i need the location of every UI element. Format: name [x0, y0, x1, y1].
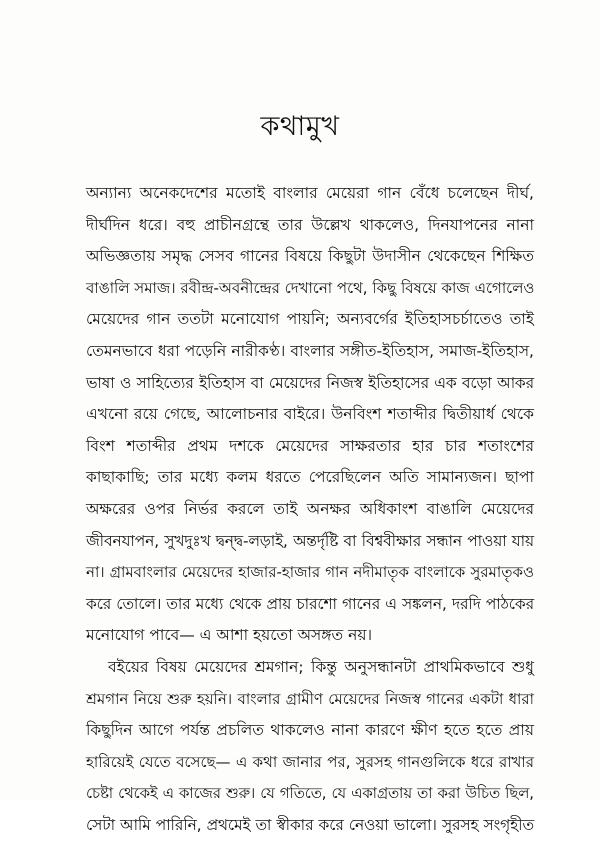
text-line: দীর্ঘদিন ধরে। বহু প্রাচীনগ্রন্থে তার উল্লেখ থাকলেও, দিনযাপনের নানা — [86, 215, 534, 234]
text-line: না। গ্রামবাংলার মেয়েদের হাজার-হাজার গান নদীমাতৃক বাংলাকে সুরমাতৃকও — [86, 563, 534, 582]
paragraph-2 — [86, 652, 534, 841]
text-line: করে তোলে। তার মধ্যে থেকে প্রায় চারশো গানের এ সঙ্কলন, দরদি পাঠকের — [86, 594, 534, 613]
text-line: এখনো রয়ে গেছে, আলোচনার বাইরে। উনবিংশ শতাব্দীর দ্বিতীয়ার্ধ থেকে — [86, 405, 534, 424]
body-text — [86, 178, 534, 841]
paragraph-1 — [86, 178, 534, 652]
text-line: অন্যান্য অনেকদেশের মতোই বাংলার মেয়েরা গান বেঁধে চলেছেন দীর্ঘ, — [86, 184, 534, 202]
text-line: হারিয়েই যেতে বসেছে— এ কথা জানার পর, সুরসহ গানগুলিকে ধরে রাখার — [86, 752, 534, 771]
text-line: অক্ষরের ওপর নির্ভর করলে তাই অনক্ষর অধিকাংশ বাঙালি মেয়েদের — [86, 499, 534, 518]
text-line: তেমনভাবে ধরা পড়েনি নারীকণ্ঠ। বাংলার সঙ্গীত-ইতিহাস, সমাজ-ইতিহাস, — [86, 341, 534, 360]
text-line: ভাষা ও সাহিত্যের ইতিহাস বা মেয়েদের নিজস্ব ইতিহাসের এক বড়ো আকর — [86, 373, 534, 392]
text-line: বিংশ শতাব্দীর প্রথম দশকে মেয়েদের সাক্ষরতার হার চার শতাংশের — [86, 436, 534, 455]
text-line: মনোযোগ পাবে— এ আশা হয়তো অসঙ্গত নয়। — [86, 626, 372, 645]
page-title: কথামুখ — [260, 111, 340, 143]
text-line: মেয়েদের গান ততটা মনোযোগ পায়নি; অন্যবর্গের ইতিহাসচর্চাতেও তাই — [86, 310, 534, 329]
text-line: অভিজ্ঞতায় সমৃদ্ধ সেসব গানের বিষয়ে কিছুটা উদাসীন থেকেছেন শিক্ষিত — [86, 247, 534, 266]
text-line: সেটা আমি পারিনি, প্রথমেই তা স্বীকার করে নেওয়া ভালো। সুরসহ সংগৃহীত — [86, 815, 534, 834]
text-line: শ্রমগান নিয়ে শুরু হয়নি। বাংলার গ্রামীণ মেয়েদের নিজস্ব গানের একটা ধারা — [86, 689, 534, 708]
text-line: কাছাকাছি; তার মধ্যে কলম ধরতে পেরেছিলেন অতি সামান্যজন। ছাপা — [86, 468, 534, 487]
text-line: বাঙালি সমাজ। রবীন্দ্র-অবনীন্দ্রের দেখানো পথে, কিছু বিষয়ে কাজ এগোলেও — [86, 278, 535, 297]
text-line: চেষ্টা থেকেই এ কাজের শুরু। যে গতিতে, যে একাগ্রতায় তা করা উচিত ছিল, — [86, 785, 534, 803]
text-line: বইয়ের বিষয় মেয়েদের শ্রমগান; কিন্তু অনুসন্ধানটা প্রাথমিকভাবে শুধু — [108, 657, 534, 676]
text-line: জীবনযাপন, সুখদুঃখ দ্বন্দ্ব-লড়াই, অন্তর্দৃষ্টি বা বিশ্ববীক্ষার সন্ধান পাওয়া যায় — [86, 531, 534, 550]
text-line: কিছুদিন আগে পর্যন্ত প্রচলিত থাকলেও নানা কারণে ক্ষীণ হতে হতে প্রায় — [86, 721, 534, 740]
